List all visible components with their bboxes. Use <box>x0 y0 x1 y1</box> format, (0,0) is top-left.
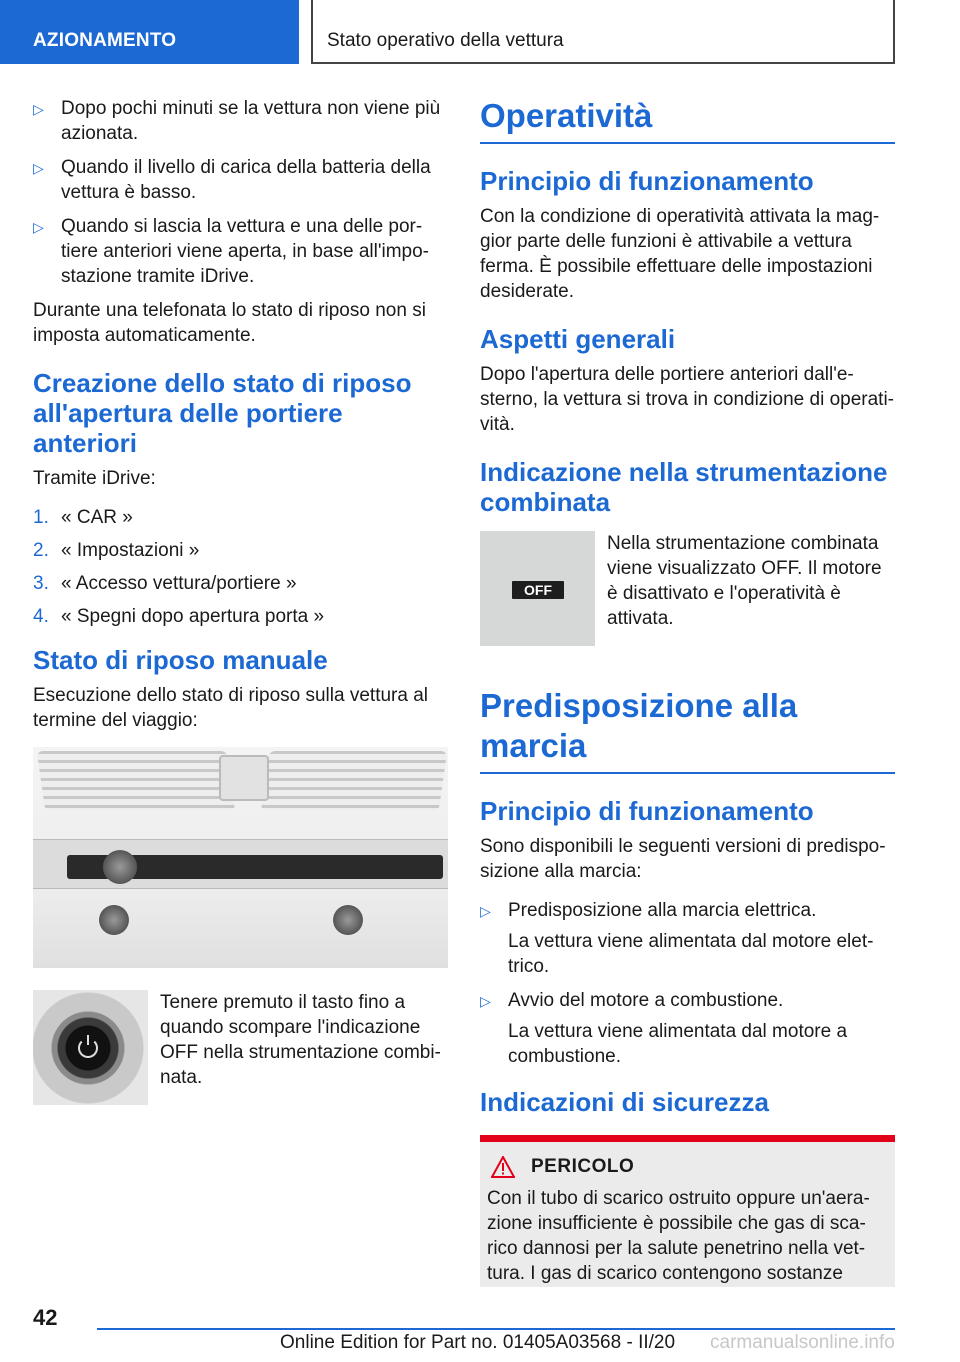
air-vent-left <box>37 751 235 811</box>
console-lower <box>33 889 448 968</box>
page-number: 42 <box>33 1305 58 1330</box>
right-column <box>480 96 895 1287</box>
list-item: ▷ Quando il livello di carica della batteria della vettura è basso. <box>33 157 431 203</box>
figure-caption: Tenere premuto il tasto fino a quando scompare l'indicazione OFF nella strumentazione combi-nata. <box>160 992 441 1088</box>
triangle-bullet-icon: ▷ <box>33 219 44 235</box>
hazard-button <box>219 755 269 801</box>
paragraph-phone: Durante una telefonata lo stato di riposo non si imposta automaticamente. <box>33 300 426 346</box>
heading-aspetti: Aspetti generali <box>480 324 676 354</box>
section-title: AZIONAMENTO <box>33 30 177 51</box>
climate-knob-right <box>333 905 363 935</box>
heading-indicazione: Indicazione nella strumentazione combinata <box>480 457 888 517</box>
triangle-bullet-icon: ▷ <box>480 903 491 919</box>
versions-list <box>480 898 895 1069</box>
step-item: 1. « CAR » <box>33 507 133 528</box>
list-item: ▷ Avvio del motore a combustione. La vettura viene alimentata dal motore a combustione. <box>480 990 848 1067</box>
conditions-list <box>33 96 448 289</box>
step-item: 3. « Accesso vettura/portiere » <box>33 573 297 594</box>
figure-off-indicator <box>480 531 895 646</box>
heading-principio-2: Principio di funzionamento <box>480 796 814 826</box>
heading-operativita: Operatività <box>480 96 895 144</box>
heading-predisposizione: Predisposizione alla marcia <box>480 686 895 774</box>
paragraph-aspetti: Dopo l'apertura delle portiere anteriori dall'e-sterno, la vettura si trova in condizione di operati-vità. <box>480 364 894 435</box>
chapter-header <box>311 0 895 64</box>
steps-list <box>33 505 448 629</box>
watermark: carmanualsonline.info <box>710 1332 895 1353</box>
paragraph-tramite: Tramite iDrive: <box>33 468 156 489</box>
air-vent-right <box>261 751 447 811</box>
power-icon <box>78 1038 98 1058</box>
section-tab <box>0 0 299 64</box>
power-button-photo <box>33 990 148 1105</box>
chapter-title: Stato operativo della vettura <box>327 30 564 51</box>
triangle-bullet-icon: ▷ <box>33 101 44 117</box>
paragraph-principio-1: Con la condizione di operatività attivata la mag-gior parte delle funzioni è attivabile a vettura ferma. È possibile effettuare delle impostazioni desiderate. <box>480 206 880 302</box>
left-column <box>33 96 448 1105</box>
off-display-photo <box>480 531 595 646</box>
off-badge: OFF <box>512 581 564 599</box>
step-item: 2. « Impostazioni » <box>33 540 200 561</box>
list-item: ▷ Predisposizione alla marcia elettrica. La vettura viene alimentata dal motore elet-trico. <box>480 900 874 977</box>
center-console-photo <box>33 747 448 968</box>
footer-edition: Online Edition for Part no. 01405A03568 - II/20 <box>280 1332 676 1353</box>
paragraph-manuale: Esecuzione dello stato di riposo sulla vettura al termine del viaggio: <box>33 685 429 731</box>
figure-power-button <box>33 990 448 1105</box>
heading-principio-1: Principio di funzionamento <box>480 166 814 196</box>
danger-text: Con il tubo di scarico ostruito oppure un'aera-zione insufficiente è possibile che gas di sca-rico dannosi per la salute penetrino nella vet-tura. I gas di scarico contengono sostanze <box>487 1188 870 1284</box>
triangle-bullet-icon: ▷ <box>480 993 491 1009</box>
heading-sicurezza: Indicazioni di sicurezza <box>480 1087 769 1117</box>
step-item: 4. « Spegni dopo apertura porta » <box>33 606 325 627</box>
danger-box <box>480 1135 895 1287</box>
footer-divider <box>97 1328 895 1330</box>
warning-triangle-icon <box>491 1156 515 1178</box>
list-item: ▷ Dopo pochi minuti se la vettura non viene più azionata. <box>33 98 441 144</box>
power-knob <box>103 850 137 884</box>
heading-manuale: Stato di riposo manuale <box>33 645 328 675</box>
list-item: ▷ Quando si lascia la vettura e una delle por-tiere anteriori viene aperta, in base all'impo-stazione tramite iDrive. <box>33 216 429 287</box>
figure-caption: Nella strumentazione combinata viene visualizzato OFF. Il motore è disattivato e l'operatività è attivata. <box>607 533 882 629</box>
triangle-bullet-icon: ▷ <box>33 160 44 176</box>
danger-title: PERICOLO <box>487 1156 888 1178</box>
paragraph-principio-2: Sono disponibili le seguenti versioni di predispo-sizione alla marcia: <box>480 836 886 882</box>
climate-knob-left <box>99 905 129 935</box>
heading-creazione: Creazione dello stato di riposo all'apertura delle portiere anteriori <box>33 368 412 458</box>
